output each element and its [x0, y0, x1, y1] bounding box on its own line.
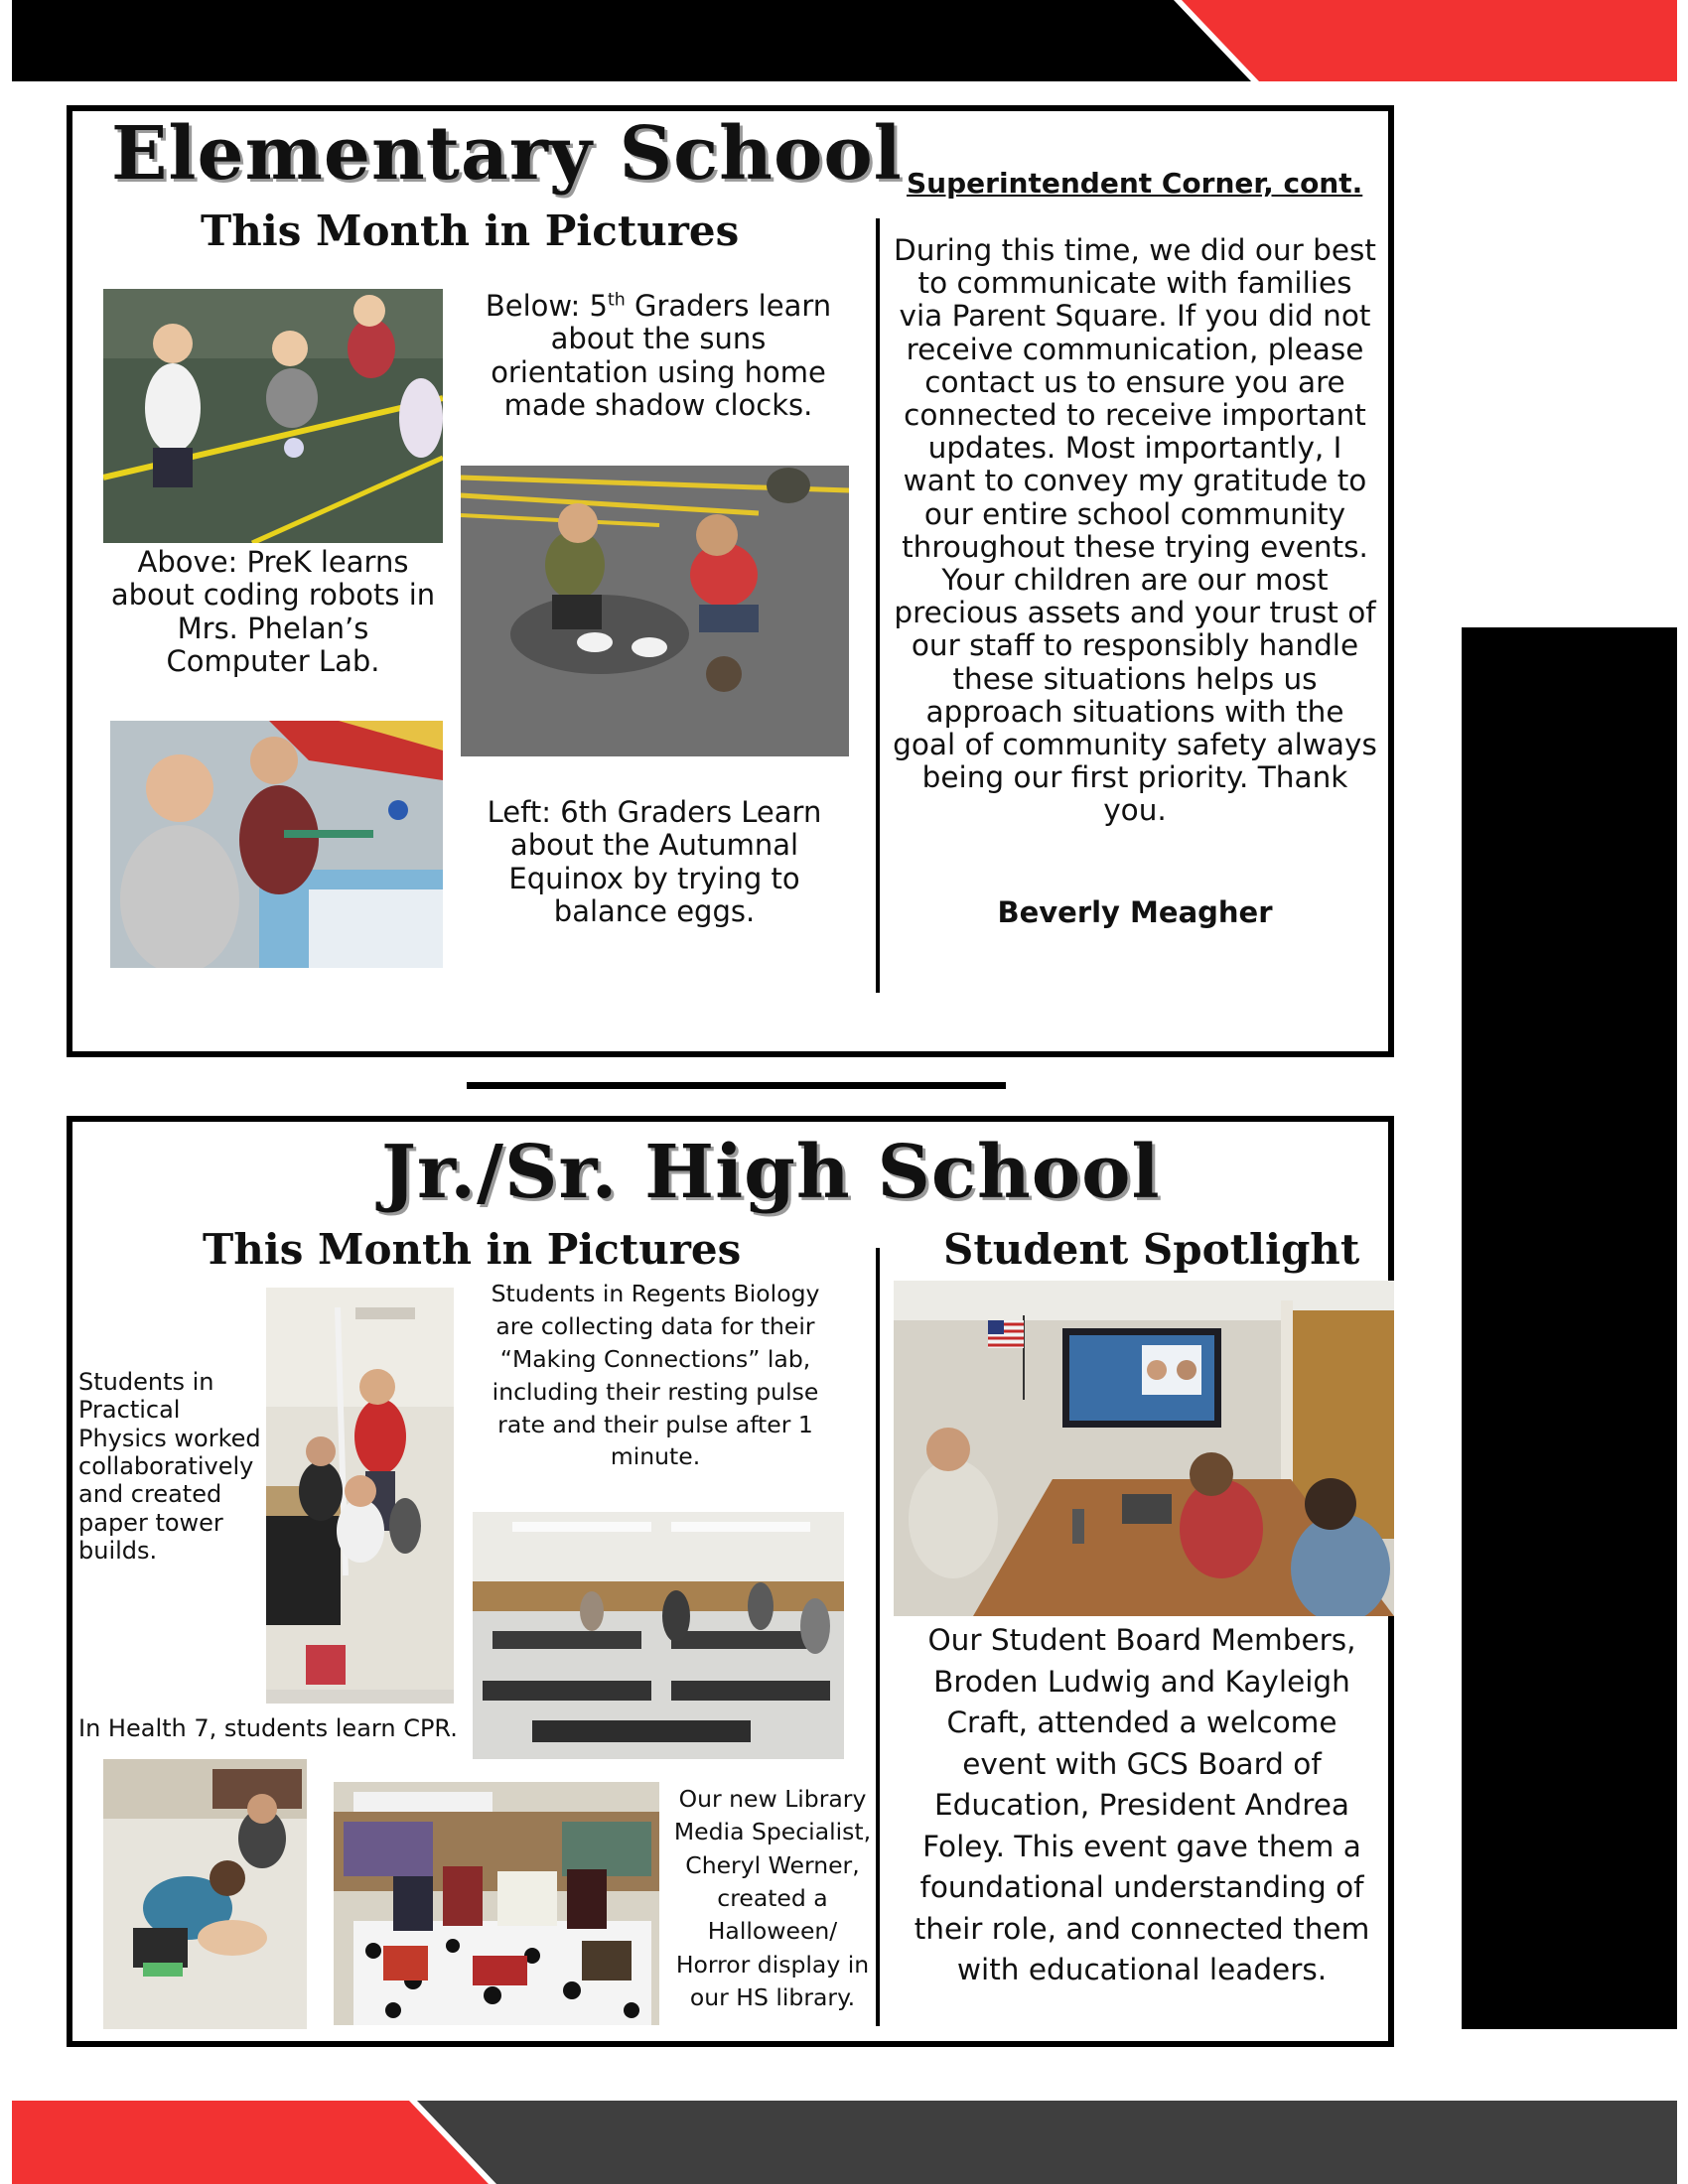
biology-lab-photo [473, 1512, 844, 1759]
spotlight-title: Student Spotlight [943, 1225, 1360, 1274]
equinox-eggs-photo [110, 721, 443, 968]
elementary-title: Elementary School [111, 111, 903, 197]
elementary-divider [876, 218, 880, 993]
student-board-photo [894, 1281, 1394, 1616]
paper-tower-photo [266, 1288, 454, 1704]
spotlight-body: Our Student Board Members, Broden Ludwig and Kayleigh Craft, attended a welcome event with GCS Board of Education, President Andrea Foley. This event gave them a foundational understanding of their role, and connected them with educational leaders. [914, 1623, 1370, 1986]
side-bar [1462, 627, 1677, 2029]
section-separator [467, 1082, 1006, 1089]
fifth-grade-caption: Below: 5th Graders learn about the suns orientation using home made shadow clocks. [485, 289, 832, 423]
prek-caption: Above: PreK learns about coding robots in Mrs. Phelan’s Computer Lab. [110, 545, 436, 679]
highschool-subtitle: This Month in Pictures [203, 1225, 742, 1274]
prek-robots-photo [103, 289, 443, 543]
physics-caption: Students in Practical Physics worked collaboratively and created paper tower builds. [78, 1368, 261, 1565]
elementary-subtitle: This Month in Pictures [201, 206, 740, 255]
shadow-clocks-photo [461, 466, 849, 756]
cpr-photo [103, 1759, 307, 2029]
highschool-divider [876, 1248, 880, 2026]
bottom-banner [0, 2101, 1688, 2184]
superintendent-heading: Superintendent Corner, cont. [907, 167, 1363, 200]
superintendent-body: During this time, we did our best to communicate with families via Parent Square. If you did not receive communication, please contact us to ensure you are connected to receive important updates. Most importantly, I want to convey my gratitude to our entire school community throughout these trying events. Your children are our most precious assets and your trust of our staff to responsibly handle these situations helps us approach situations with the goal of community safety always being our first priority. Thank you. [893, 233, 1377, 828]
library-caption: Our new Library Media Specialist, Cheryl Werner, created a Halloween/ Horror display in our HS library. [673, 1785, 872, 2012]
highschool-title: Jr./Sr. High School [381, 1130, 1161, 1215]
sixth-grade-caption: Left: 6th Graders Learn about the Autumnal Equinox by trying to balance eggs. [487, 795, 822, 929]
library-display-photo [334, 1782, 659, 2025]
biology-caption: Students in Regents Biology are collecting data for their “Making Connections” lab, including their resting pulse rate and their pulse after 1 minute. [491, 1280, 820, 1471]
superintendent-signature: Beverly Meagher [997, 895, 1273, 929]
top-banner [0, 0, 1688, 83]
health-caption: In Health 7, students learn CPR. [78, 1714, 458, 1742]
